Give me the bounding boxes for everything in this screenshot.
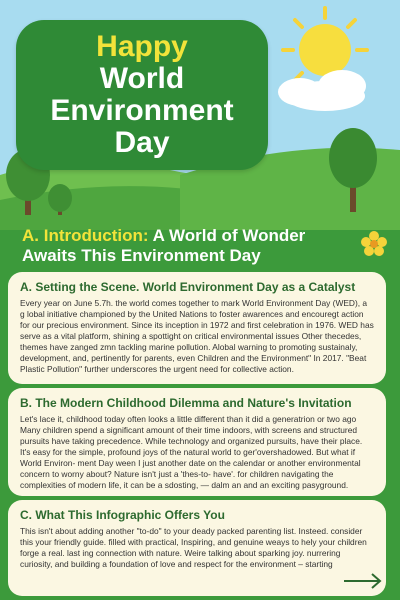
- section-body: Every year on June 5.7h. the world comes together to mark World Environment Day (WED), a g lobal initiative championed by the United Nations to foster awarences and encouregt action for our precious environment. Since its inception in 1972 and first celebration in 1976. WED has serve as a vital platform, shining a spottight on critical environmental issues Other thecedes, themes have zanged zmn tackling marine pollution. Alobal warning to promoting sustainaly, development, and, pertinently for parents, even Children and the Environment" In 2017. "Beat Plastic Pollution" further underscores the urgent need for collective action.: [20, 298, 374, 374]
- intro-title: A World of Wonder Awaits This Environment Day: [22, 226, 306, 265]
- title-line-2: World: [99, 62, 185, 95]
- title-line-4: Day: [114, 126, 170, 159]
- header-scene: [0, 0, 400, 230]
- title-line-1: Happy: [96, 30, 188, 63]
- section-body: Let's lace it, childhood today often looks a little different than it did a generatrion or two ago Many children spend a significant amount of their time indoors, with screens and structured pursuits have taking precedence. While technology and organized pursuits, have their place. It's easy for the simple, profound joys of the natural world to ger'overshadowed. But what if World Environ- ment Day ween I just another date on the calendar or another environmental concern to worny about? Nature isn't just a 'thes-to- have'. for children navigating the complexities of modern life, it can be a sdosting, — dalm an and an exciting pasyground.: [20, 414, 363, 490]
- section-heading: C. What This Infographic Offers You: [20, 508, 225, 522]
- intro-heading: [22, 226, 362, 266]
- title-line-3: Environment: [50, 94, 234, 127]
- section-heading: A. Setting the Scene. World Environment Day as a Catalyst: [20, 280, 356, 294]
- intro-prefix: A. Introduction:: [22, 226, 149, 245]
- section-card-scene: [8, 272, 386, 384]
- section-card-dilemma: [8, 388, 386, 496]
- section-heading: B. The Modern Childhood Dilemma and Nature's Invitation: [20, 396, 352, 410]
- flower-icon: [360, 230, 388, 258]
- section-body: This isn't about adding another "to-do" to your deady packed parenting list. Insteed. consider this your friendly guide. filled with practical, Inspiring, and genuine weays to hely your children forge a real. last ing connection with nature. Weire talking about sparking joy. nurrering curiosity, and building a foundation of love and respect for the environment – starting: [20, 526, 367, 569]
- section-card-offers: [8, 500, 386, 596]
- title-banner: [16, 20, 268, 170]
- cloud-icon: [278, 70, 366, 111]
- arrow-right-icon[interactable]: [342, 572, 384, 590]
